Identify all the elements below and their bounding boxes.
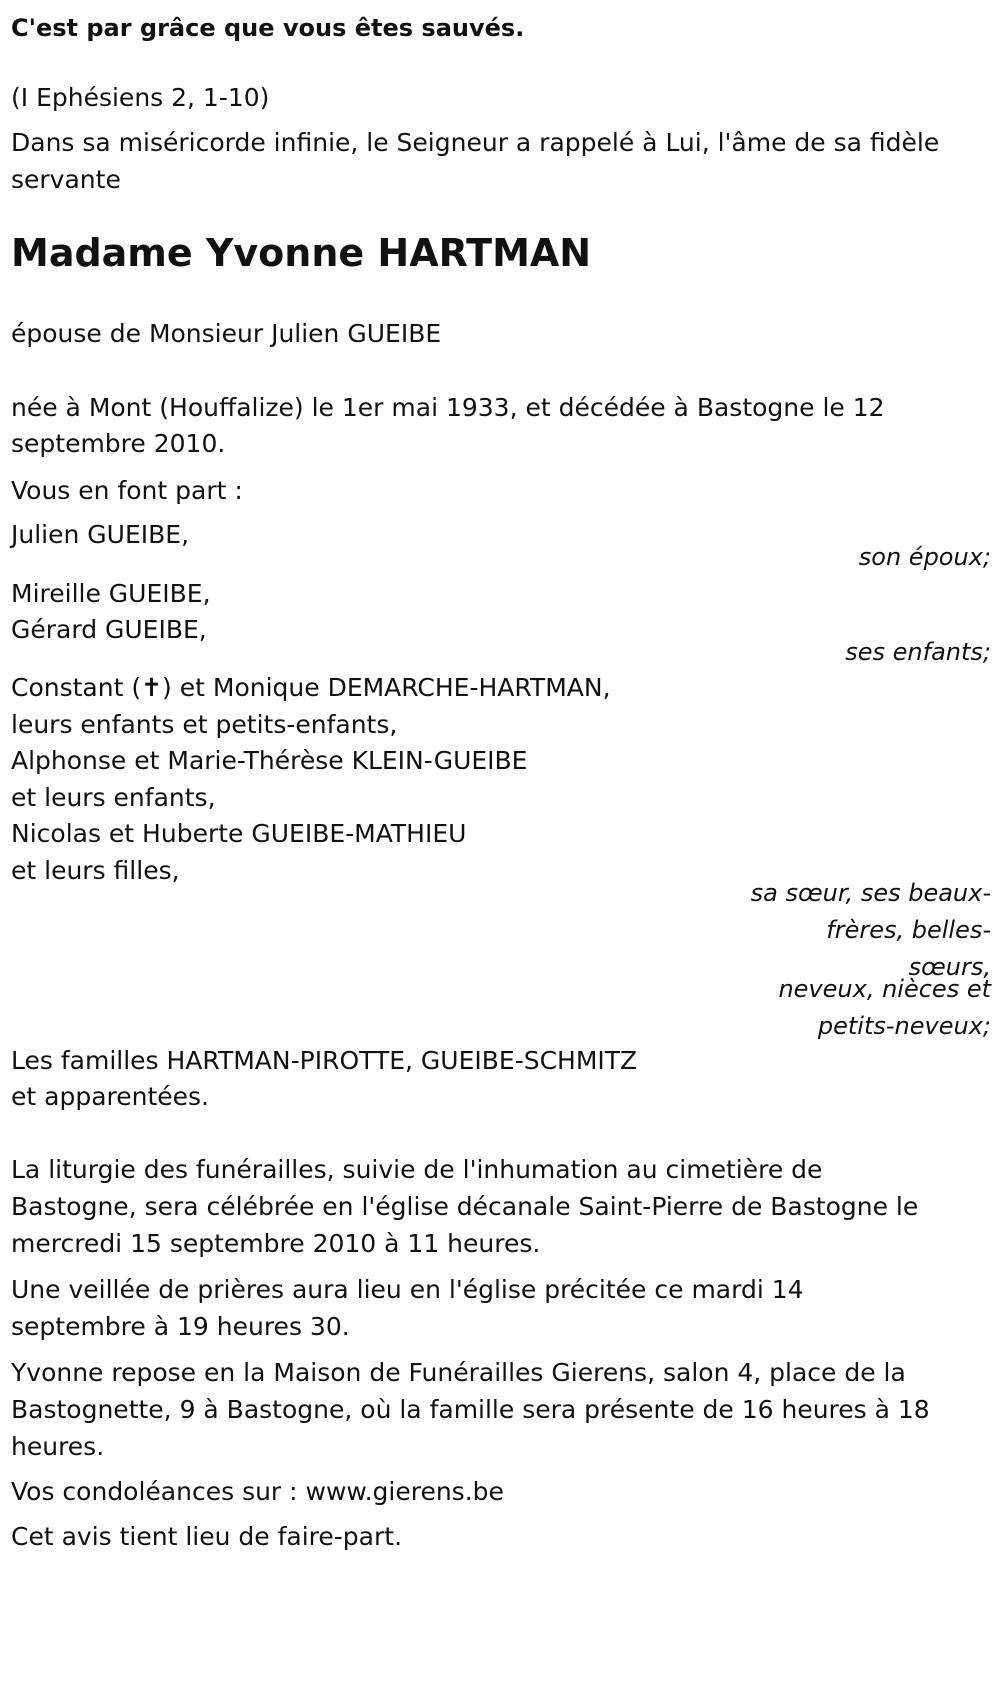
notice-line: Cet avis tient lieu de faire-part. [11,1522,403,1551]
liturgy-line-2: Bastogne, sera célébrée en l'église décanale Saint-Pierre de Bastogne le [11,1192,919,1221]
spouse-line: épouse de Monsieur Julien GUEIBE [11,319,442,348]
relatives-role-2: frères, belles- [826,916,991,944]
obituary-notice [11,0,991,1707]
spouse-name: Julien GUEIBE, [11,520,190,549]
relative-line-4: et leurs enfants, [11,783,216,812]
families-line-2: et apparentées. [11,1082,209,1111]
relatives-role-5: petits-neveux; [817,1012,991,1040]
spouse-role: son époux; [858,543,991,571]
rest-line-3: heures. [11,1432,105,1461]
child-1: Mireille GUEIBE, [11,579,211,608]
relative-line-1: Constant (✝) et Monique DEMARCHE-HARTMAN, [11,673,611,702]
condolences-line: Vos condoléances sur : www.gierens.be [11,1477,504,1506]
bible-quote: C'est par grâce que vous êtes sauvés. [11,14,525,42]
deceased-name: Madame Yvonne HARTMAN [11,231,592,275]
rest-line-1: Yvonne repose en la Maison de Funérailles Gierens, salon 4, place de la [11,1358,906,1387]
child-2: Gérard GUEIBE, [11,615,207,644]
vigil-line-2: septembre à 19 heures 30. [11,1312,350,1341]
relative-line-2: leurs enfants et petits-enfants, [11,710,398,739]
intro-line-2: servante [11,165,121,194]
relative-line-3: Alphonse et Marie-Thérèse KLEIN-GUEIBE [11,746,528,775]
relatives-role-1: sa sœur, ses beaux- [750,879,991,907]
relatives-role-4: neveux, nièces et [778,975,991,1003]
intro-line-1: Dans sa miséricorde infinie, le Seigneur a rappelé à Lui, l'âme de sa fidèle [11,128,940,157]
announce-line: Vous en font part : [11,476,243,505]
liturgy-line-3: mercredi 15 septembre 2010 à 11 heures. [11,1229,541,1258]
birth-death-line-2: septembre 2010. [11,429,226,458]
relative-line-6: et leurs filles, [11,856,180,885]
children-role: ses enfants; [845,638,991,666]
birth-death-line-1: née à Mont (Houffalize) le 1er mai 1933, et décédée à Bastogne le 12 [11,393,885,422]
families-line-1: Les familles HARTMAN-PIROTTE, GUEIBE-SCHMITZ [11,1046,638,1075]
rest-line-2: Bastognette, 9 à Bastogne, où la famille sera présente de 16 heures à 18 [11,1395,930,1424]
liturgy-line-1: La liturgie des funérailles, suivie de l'inhumation au cimetière de [11,1155,823,1184]
relatives-role-3: sœurs, [908,953,991,981]
vigil-line-1: Une veillée de prières aura lieu en l'église précitée ce mardi 14 [11,1275,804,1304]
relative-line-5: Nicolas et Huberte GUEIBE-MATHIEU [11,819,467,848]
bible-reference: (I Ephésiens 2, 1-10) [11,83,270,112]
